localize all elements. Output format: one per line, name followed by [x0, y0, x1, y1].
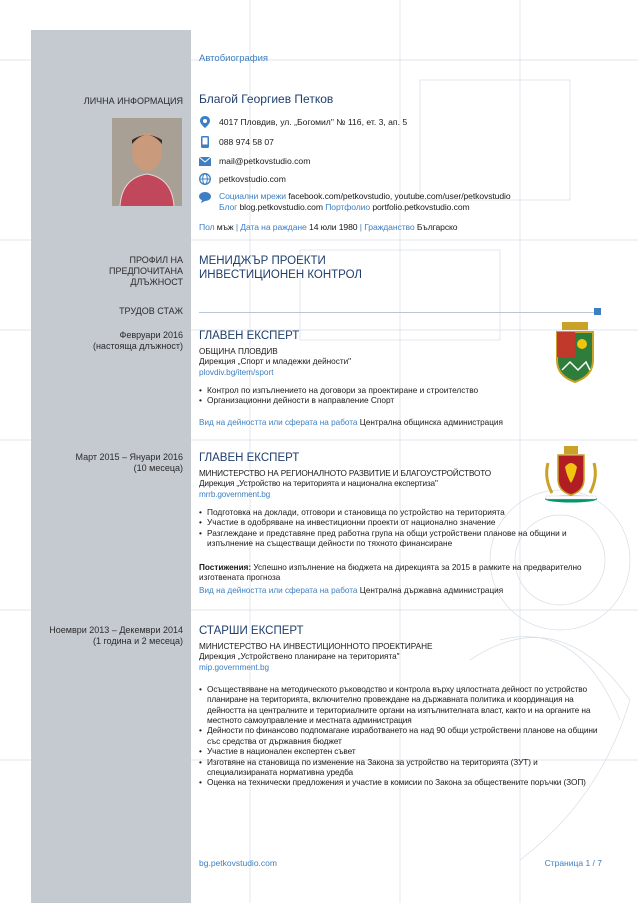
footer-website[interactable]: bg.petkovstudio.com — [199, 858, 277, 868]
job1-link[interactable]: plovdiv.bg/item/sport — [199, 367, 274, 377]
document-title: Автобиография — [199, 53, 269, 64]
envelope-icon — [199, 155, 211, 167]
person-name: Благой Георгиев Петков — [199, 92, 334, 106]
job1-org-block: ОБЩИНА ПЛОВДИВ Дирекция „Спорт и младежки дейности" plovdiv.bg/item/sport — [199, 347, 352, 377]
portfolio-link[interactable]: portfolio.petkovstudio.com — [372, 201, 470, 212]
job2-sector: Вид на дейността или сферата на работа Централна държавна администрация — [199, 586, 504, 595]
phone-text: 088 974 58 07 — [219, 137, 274, 147]
sidebar-label-personal-info: ЛИЧНА ИНФОРМАЦИЯ — [83, 96, 183, 106]
blog-link[interactable]: blog.petkovstudio.com — [239, 201, 323, 212]
bulgaria-coat-of-arms — [542, 443, 600, 503]
social-row — [199, 191, 511, 212]
portfolio-label: Портфолио — [325, 201, 371, 212]
job2-period: Март 2015 – Януари 2016 (10 месеца) — [75, 452, 183, 473]
blog-label: Блог — [219, 201, 238, 212]
location-pin-icon — [199, 116, 211, 128]
job2-link[interactable]: mrrb.government.bg — [199, 489, 271, 499]
website-row — [199, 173, 286, 185]
address-text: 4017 Пловдив, ул. „Богомил" № 116, ет. 3, ап. 5 — [219, 117, 408, 127]
social-links[interactable]: facebook.com/petkovstudio, youtube.com/user/petkovstudio — [288, 191, 511, 201]
plovdiv-coat-of-arms — [552, 322, 598, 384]
personal-details-line: Пол мъж | Дата на раждане 14 юли 1980 | Гражданство Българско — [199, 222, 458, 232]
job2-achievements: Постижения: Успешно изпълнение на бюджета на дирекцията за 2015 в рамките на предварително изготвената прогноза — [199, 563, 582, 583]
email-link[interactable]: mail@petkovstudio.com — [219, 156, 311, 166]
email-row — [199, 155, 310, 167]
job1-title: ГЛАВЕН ЕКСПЕРТ — [199, 330, 300, 342]
job2-title: ГЛАВЕН ЕКСПЕРТ — [199, 452, 300, 464]
job3-period: Ноември 2013 – Декември 2014 (1 година и 2 месеца) — [49, 625, 183, 646]
sidebar-label-experience: ТРУДОВ СТАЖ — [119, 306, 183, 316]
job1-bullets: • Контрол по изпълнението на договори за проектиране и строителство • Организационни дейности в направление Спорт — [199, 385, 579, 406]
job3-org-block: МИНИСТЕРСТВО НА ИНВЕСТИЦИОННОТО ПРОЕКТИРАНЕ Дирекция „Устройствено планиране на територията" mip.government.bg — [199, 642, 433, 672]
address-row — [199, 116, 407, 128]
divider-square — [594, 308, 601, 315]
phone-icon — [199, 136, 211, 148]
job2-org-block: МИНИСТЕРСТВО НА РЕГИОНАЛНОТО РАЗВИТИЕ И БЛАГОУСТРОЙСТВОТО Дирекция „Устройство на територията и национална експертиза" mrrb.government.bg — [199, 469, 491, 499]
sidebar-label-profile: ПРОФИЛ НА ПРЕДПОЧИТАНА ДЛЪЖНОСТ — [108, 255, 183, 287]
profile-photo — [112, 118, 182, 206]
section-divider — [199, 312, 594, 313]
profile-position: МЕНИДЖЪР ПРОЕКТИ ИНВЕСТИЦИОНЕН КОНТРОЛ — [199, 255, 362, 281]
job1-period: Февруари 2016 (настояща длъжност) — [92, 330, 183, 351]
job1-sector: Вид на дейността или сферата на работа Централна общинска администрация — [199, 418, 503, 427]
footer-page-number: Страница 1 / 7 — [544, 858, 602, 868]
job3-link[interactable]: mip.government.bg — [199, 662, 270, 672]
job3-title: СТАРШИ ЕКСПЕРТ — [199, 625, 304, 637]
phone-row — [199, 136, 274, 148]
website-link[interactable]: petkovstudio.com — [219, 174, 286, 184]
chat-bubble-icon — [199, 191, 211, 203]
job3-bullets: • Осъществяване на методическото ръководство и контрола върху цялостната дейност по устройство планиране на територията, включително провеждане на държавната политика и координация на дейността на централните и териториалните органи на изпълнителната власт, както и на органите на местното самоуправление и местната администрация • Дейности по финансово подпомагане изработването на над 90 общи устройствени планове на общини със средства от държавния бюджет • Участие в национален експертен съвет • Изготвяне на становища по изменение на Закона за устройство на територията (ЗУТ) и специализираната нормативна уредба • Оценка на технически предложения и участие в комисии по Закона за обществените поръчки (ЗОП) — [199, 684, 604, 788]
job2-bullets: • Подготовка на доклади, отговори и становища по устройство на територията • Участие в одобряване на инвестиционни проекти от национално значение • Разглеждане и представяне пред работна група на общи устройствени планове на общини и изпълнение на съществащи дейности по тяхното финансиране — [199, 507, 599, 548]
globe-icon — [199, 173, 211, 185]
social-label: Социални мрежи — [219, 191, 286, 201]
